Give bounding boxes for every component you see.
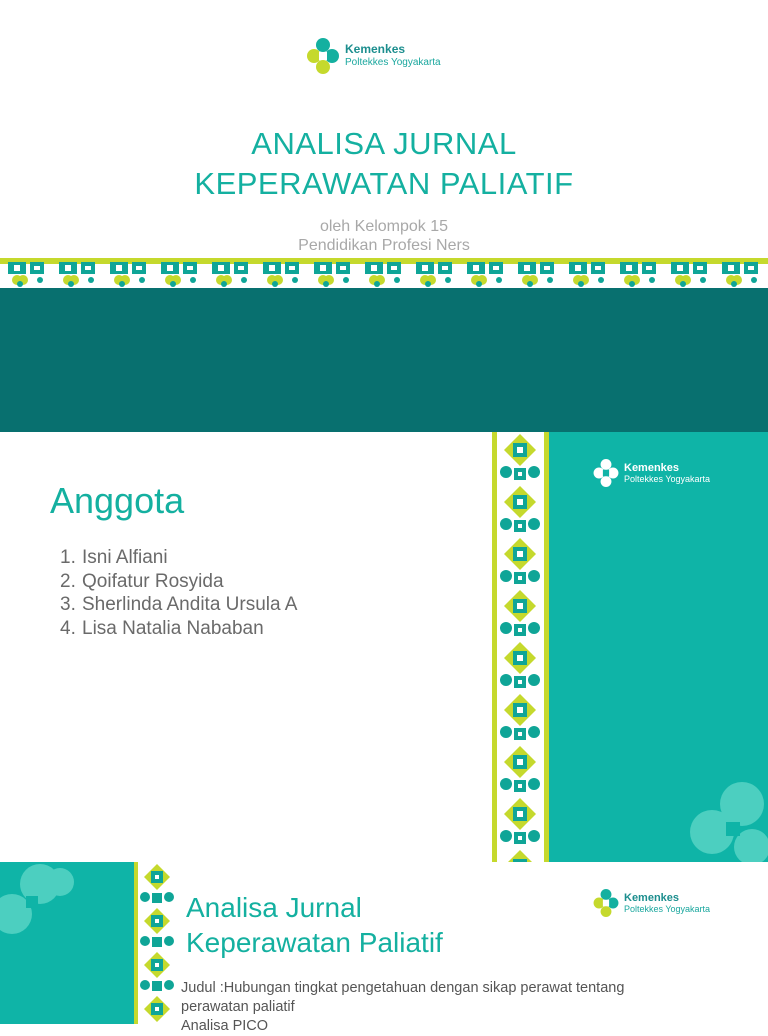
logo-subname: Poltekkes Yogyakarta xyxy=(345,57,441,69)
member-name: Qoifatur Rosyida xyxy=(82,570,224,592)
list-item xyxy=(60,546,297,570)
logo-name: Kemenkes xyxy=(624,461,680,474)
kemenkes-flower-icon xyxy=(592,458,620,488)
slide-title-line-2: Keperawatan Paliatif xyxy=(186,927,443,958)
list-item xyxy=(60,570,297,594)
kemenkes-logo xyxy=(305,37,441,75)
batik-pattern-strip xyxy=(492,432,549,862)
member-name: Lisa Natalia Nababan xyxy=(82,617,264,639)
logo-subname: Poltekkes Yogyakarta xyxy=(624,904,711,915)
kemenkes-flower-icon xyxy=(592,888,620,918)
members-heading: Anggota xyxy=(50,480,185,521)
batik-pattern-strip xyxy=(134,862,180,1024)
members-list xyxy=(60,546,297,640)
body-line: Analisa PICO xyxy=(181,1018,269,1034)
list-number: 4. xyxy=(60,617,76,639)
kemenkes-logo xyxy=(592,458,710,488)
logo-subname: Poltekkes Yogyakarta xyxy=(624,474,711,485)
batik-pattern-strip xyxy=(0,258,768,288)
list-item xyxy=(60,593,297,617)
slide-title-line-1: Analisa Jurnal xyxy=(186,892,362,923)
slide-body xyxy=(181,979,701,1036)
list-number: 1. xyxy=(60,547,76,568)
title-slide xyxy=(0,0,768,432)
member-name: Isni Alfiani xyxy=(82,547,168,568)
body-line: Judul :Hubungan tingkat pengetahuan dengan sikap perawat tentang xyxy=(181,980,625,996)
list-item xyxy=(60,617,297,641)
list-number: 3. xyxy=(60,594,76,615)
subtitle-line-2: Pendidikan Profesi Ners xyxy=(298,237,470,254)
flower-decoration xyxy=(682,782,768,862)
journal-analysis-slide xyxy=(0,862,768,1034)
kemenkes-logo xyxy=(592,888,710,918)
title-line-2: KEPERAWATAN PALIATIF xyxy=(194,166,574,201)
logo-name: Kemenkes xyxy=(345,42,406,57)
member-name: Sherlinda Andita Ursula A xyxy=(82,594,298,615)
side-panel xyxy=(0,862,134,1024)
title-line-1: ANALISA JURNAL xyxy=(251,126,517,161)
subtitle-line-1: oleh Kelompok 15 xyxy=(319,218,449,235)
members-slide xyxy=(0,432,768,862)
flower-decoration xyxy=(0,862,134,1024)
list-number: 2. xyxy=(60,570,76,592)
footer-band xyxy=(0,288,768,432)
kemenkes-flower-icon xyxy=(305,37,341,75)
body-line: perawatan paliatif xyxy=(181,999,295,1015)
logo-name: Kemenkes xyxy=(624,891,680,904)
